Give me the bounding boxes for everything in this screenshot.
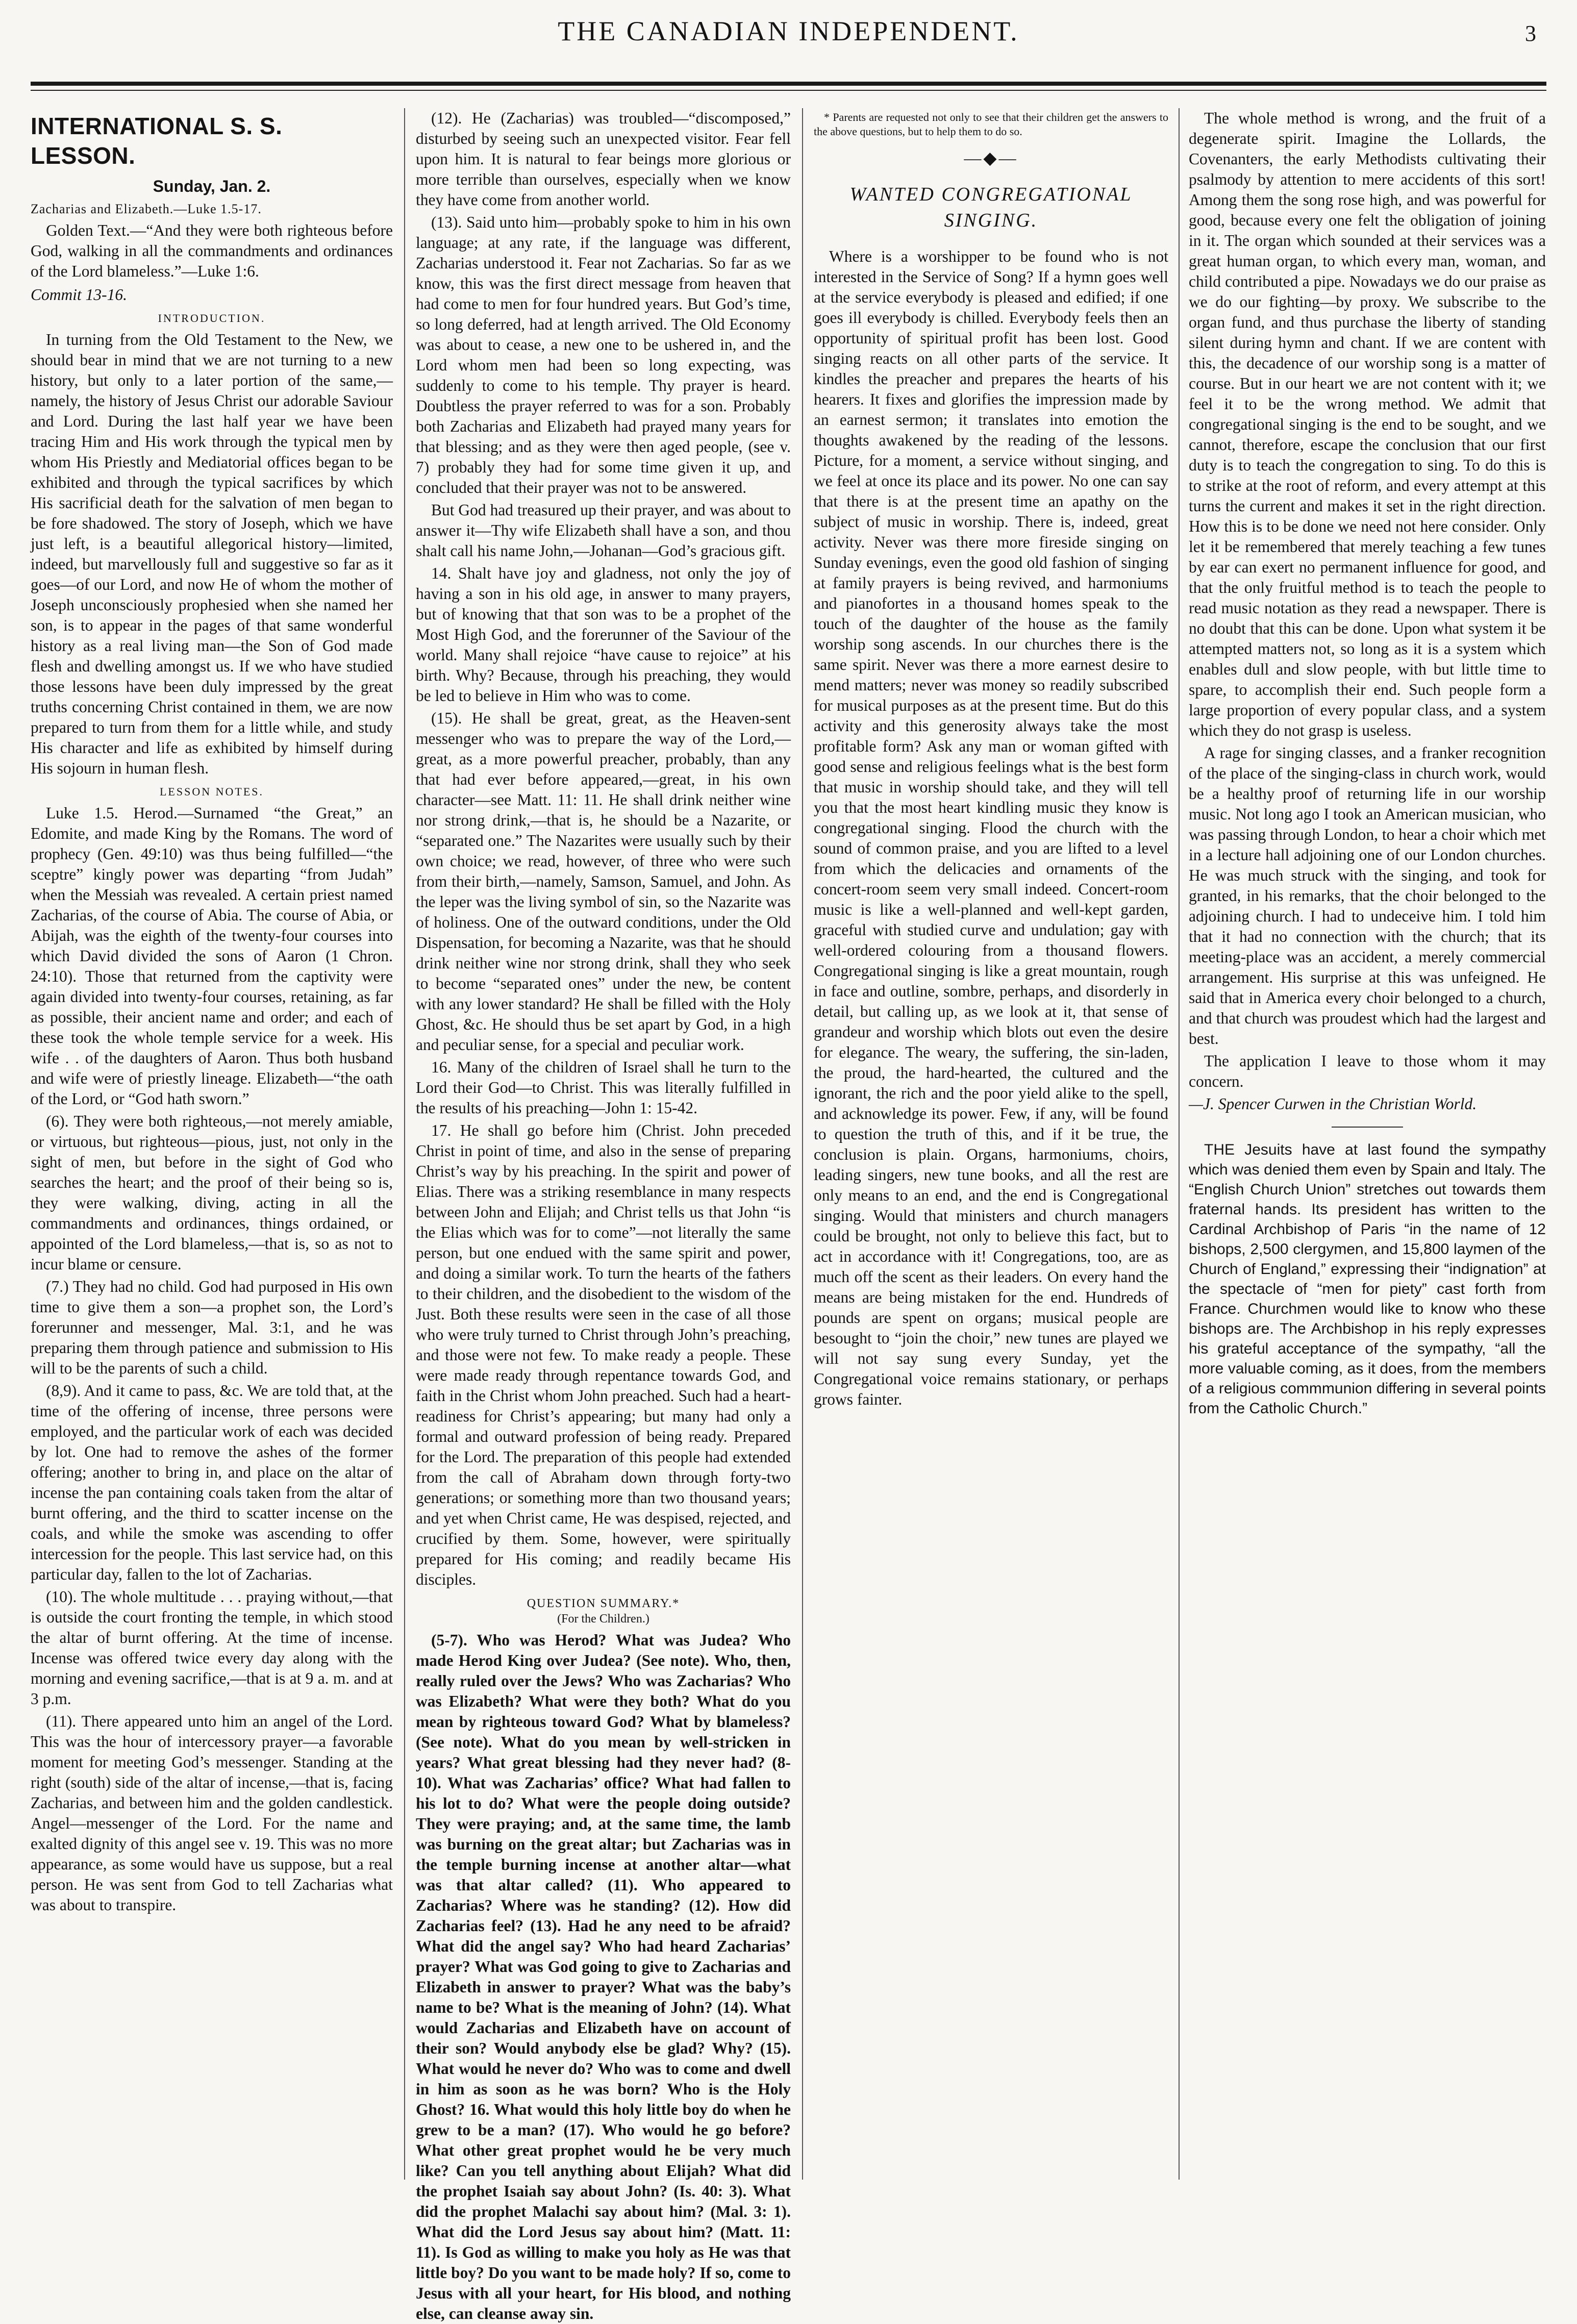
masthead <box>31 15 1546 77</box>
commit-verses: Commit 13-16. <box>31 286 127 304</box>
column-divider <box>404 108 405 2180</box>
introduction-heading: INTRODUCTION. <box>158 312 266 325</box>
question-summary-text: (5-7). Who was Herod? What was Judea? Who made Herod King over Judea? (See note). Who, then, really ruled over the Jews? Who was Zacharias? Who was Elizabeth? What were they both? What do you mean by righteous toward God? What by blameless? (See note). What do you mean by well-stricken in years? What great blessing had they never had? (8-10). What was Zacharias’ office? What had fallen to his lot to do? What were the people doing outside? They were praying; and, at the same time, the lamb was burning on the great altar; but Zacharias was in the temple burning incense at another altar—what was that altar called? (11). Who appeared to Zacharias? Where was he standing? (12). How did Zacharias feel? (13). Had he any need to be afraid? What did the angel say? Who had heard Zacharias’ prayer? What was God going to give to Zacharias and Elizabeth in answer to prayer? What was the baby’s name to be? What is the meaning of John? (14). What would Zacharias and Elizabeth have on account of their son? Would anybody else be glad? Why? (15). What would he never do? Who was to come and dwell in him as soon as he was born? Who is the Holy Ghost? 16. What would this holy little boy do when he grew to be a man? (17). Who would he go before? What other great prophet would he be very much like? Can you tell anything about Elijah? What did the prophet Isaiah say about John? (Is. 40: 3). What did the prophet Malachi say about him? (Mal. 3: 1). What did the Lord Jesus say about him? (Matt. 11: 11). Is God as willing to make you holy as He was that little boy? Do you want to be made holy? If so, come to Jesus with all your heart, for His blood, and nothing else, can cleanse away sin. <box>416 1631 791 2322</box>
section-ornament: —◆— <box>964 149 1018 168</box>
article-signature: —J. Spencer Curwen in the Christian World. <box>1189 1095 1477 1113</box>
lesson-note: (6). They were both righteous,—not merely amiable, or virtuous, but righteous—pious, just, not only in the sight of men, but before in the sight of God who searches the heart; and the proof of their being so is, they were walking, diving, acting in all the commandments and ordinances, things ordained, or appointed of the Lord blameless,—that is, so as not to incur blame or censure. <box>31 1112 393 1273</box>
article-title: WANTED CONGREGATIONAL SINGING. <box>849 184 1133 232</box>
page-number: 3 <box>1525 21 1536 46</box>
newspaper-title: THE CANADIAN INDEPENDENT. <box>558 16 1019 46</box>
article-paragraph: A rage for singing classes, and a franker recognition of the place of the singing-class in church work, would be a healthy proof of returning life in our worship music. Not long ago I took an American musician, who was passing through London, to hear a choir which met in a lecture hall adjoining one of our London churches. He was much struck with the singing, and took for granted, in his remarks, that the choir belonged to the adjoining church. I had to undeceive him. I told him that it had no connection with the church; that its meeting-place was an accident, a merely commercial arrangement. His surprise at this was unfeigned. He said that in America every choir belonged to a church, and that church was proudest which had the largest and best. <box>1189 744 1546 1047</box>
parents-footnote: * Parents are requested not only to see that their children get the answers to the above questions, but to help them to do so. <box>814 111 1168 138</box>
lesson-note: 16. Many of the children of Israel shall he turn to the Lord their God—to Christ. This was literally fulfilled in the results of his preaching—John 1: 15-42. <box>416 1058 791 1117</box>
lesson-heading: INTERNATIONAL S. S. LESSON. <box>31 113 283 169</box>
lesson-note: (7.) They had no child. God had purposed in His own time to give them a son—a prophet son, the Lord’s forerunner and messenger, Mal. 3:1, and he was preparing them through patience and submission to His will to be the parents of such a child. <box>31 1278 393 1378</box>
lesson-note: (8,9). And it came to pass, &c. We are told that, at the time of the offering of incense, three persons were employed, and the particular work of each was decided by lot. One had to remove the ashes of the former offering; another to bring in, and place on the altar of incense the pan containing coals taken from the altar of burnt offering, and the third to scatter incense on the coals, and while the smoke was ascending to offer intercession for the people. This last service had, on this particular day, fallen to the lot of Zacharias. <box>31 1382 393 1584</box>
column-3 <box>814 108 1168 2180</box>
lesson-note: (10). The whole multitude . . . praying without,—that is outside the court fronting the temple, in which stood the altar of burnt offering. At the time of incense. Incense was offered twice every day along with the morning and evening sacrifice,—that is at 9 a. m. and at 3 p.m. <box>31 1588 393 1708</box>
column-divider <box>802 108 803 2180</box>
masthead-rule-thin <box>31 90 1546 91</box>
column-1 <box>31 108 393 2180</box>
article-paragraph: Where is a worshipper to be found who is not interested in the Service of Song? If a hymn goes well at the service everybody is pleased and edified; if one goes ill everybody is chilled. Everybody feels then an opportunity of spiritual profit has been lost. Good singing reacts on all other parts of the service. It kindles the preacher and prepares the hearts of his hearers. It fixes and glorifies the impression made by an earnest sermon; it translates into emotion the thoughts awakened by the reading of the lessons. Picture, for a moment, a service without singing, and we feel at once its place and its power. No one can say that there is at the present time an apathy on the subject of music in worship. There is, indeed, great activity. Never was there more fireside singing on Sunday evenings, even the good old fashion of singing at family prayers is being revived, and harmoniums and pianofortes in a thousand homes speak to the touch of the daughter of the house as the family worship song ascends. In our churches there is the same spirit. Never was there a more earnest desire to mend matters; never was money so readily subscribed for musical purposes as at the present time. But do this activity and this generosity always take the most profitable form? Ask any man or woman gifted with good sense and religious feelings what is the best form that music in worship should take, and they will tell you that the most heart kindling music they know is congregational singing. Flood the church with the sound of common praise, and you are lifted to a level from which the delicacies and ornaments of the concert-room seem very small indeed. Concert-room music is like a well-planned and well-kept garden, graceful with studied curve and undulation; gay with well-ordered colouring from a thousand flowers. Congregational singing is like a great mountain, rough in face and outline, sombre, perhaps, and disorderly in detail, but calling up, as we look at it, that sense of grandeur and worship which blots out even the desire for elegance. The weary, the suffering, the sin-laden, the proud, the hard-hearted, the cultured and the ignorant, the rich and the poor yield alike to the spell, and acknowledge its power. Few, if any, will be found to question the truth of this, and if it be true, the conclusion is plain. Organs, harmoniums, choirs, leading singers, new tune books, and all the rest are only means to an end, and the end is Congregational singing. Would that ministers and church managers could be brought, not only to believe this fact, but to act in accordance with it! Congregations, too, are as much off the scent as their leaders. On every hand the means are being mistaken for the end. Hundreds of pounds are spent on organs; musical people are besought to “join the choir,” new tunes are played we will not say sung every Sunday, yet the Congregational voice remains stationary, or perhaps grows fainter. <box>814 247 1168 1408</box>
question-summary-subheading: (For the Children.) <box>557 1612 649 1626</box>
news-item-jesuits: THE Jesuits have at last found the sympathy which was denied them even by Spain and Italy. The “English Church Union” stretches out towards them fraternal hands. Its president has written to the Cardinal Archbishop of Paris “in the name of 12 bishops, 2,500 clergymen, and 15,800 laymen of the Church of England,” expressing their “indignation” at the spectacle of “men for piety” cast forth from France. Churchmen would like to know who these bishops are. The Archbishop in his reply expresses his grateful acceptance of the sympathy, “all the more valuable coming, as it does, from the members of a religious commmunion differing in several points from the Catholic Church.” <box>1189 1141 1546 1417</box>
lesson-note: (15). He shall be great, great, as the Heaven-sent messenger who was to prepare the way of the Lord,—great, as a more powerful preacher, probably, than any that had ever before appeared,—great, in his own character—see Matt. 11: 11. He shall drink neither wine nor strong drink,—that is, he should be a Nazarite, or “separated one.” The Nazarites were usually such by their own choice; we read, however, of three who were such from their birth,—namely, Samson, Samuel, and John. As the leper was the living symbol of sin, so the Nazarite was of holiness. One of the outward conditions, under the Old Dispensation, for becoming a Nazarite, was that he should drink neither wine nor strong drink, shall they who seek to become “separated ones” under the new, be content with any lower standard? He shall be filled with the Holy Ghost, &c. He should thus be set apart by God, in a high and peculiar sense, for a special and peculiar work. <box>416 709 791 1054</box>
lesson-note: (13). Said unto him—probably spoke to him in his own language; at any rate, if the language was different, Zacharias understood it. Fear not Zacharias. So far as we know, this was the first direct message from heaven that had come to men for four hundred years. But God’s time, so long deferred, had at length arrived. The Old Economy was about to cease, a new one to be ushered in, and the Lord whom men had been so long expecting, was suddenly to come to his temple. Thy prayer is heard. Doubtless the prayer referred to was for a son. Probably both Zacharias and Elizabeth had prayed many years for that blessing; and as they were then aged people, (see v. 7) probably they had for some time given it up, and concluded that their prayer was not to be answered. <box>416 213 791 496</box>
lesson-date: Sunday, Jan. 2. <box>153 177 271 195</box>
lesson-note: But God had treasured up their prayer, and was about to answer it—Thy wife Elizabeth shall have a son, and thou shalt call his name John,—Johanan—God’s gracious gift. <box>416 501 791 560</box>
article-paragraph: The application I leave to those whom it may concern. <box>1189 1052 1546 1090</box>
column-divider <box>1179 108 1180 2180</box>
section-separator <box>1332 1127 1403 1128</box>
introduction-text: In turning from the Old Testament to the New, we should bear in mind that we are not turning to a new history, but only to a later portion of the same,—namely, the history of Jesus Christ our adorable Saviour and Lord. During the last half year we have been tracing Him and His work through the typical men by whom His Priestly and Mediatorial offices began to be exhibited and through the typical sacrifices by which His sacrificial death for the salvation of men began to be fore shadowed. The story of Joseph, which we have just left, is a beautiful allegorical history—limited, indeed, but marvellously full and suggestive so far as it goes—of our Lord, and now He of whom the mother of Joseph unconsciously prophesied when she named her son, is to appear in the pages of that same wonderful history as a real living man—the Son of God made flesh and dwelling amongst us. If we who have studied those lessons have been duly impressed by the great truths concerning Christ contained in them, we are now prepared to turn from them for a little while, and study His character and life as exhibited by himself during His sojourn in human flesh. <box>31 331 393 778</box>
lesson-note: (12). He (Zacharias) was troubled—“discomposed,” disturbed by seeing such an unexpected visitor. Fear fell upon him. It is natural to fear beings more glorious or more terrible than ourselves, especially when we know they have come from another world. <box>416 109 791 209</box>
column-4 <box>1189 108 1546 2180</box>
article-paragraph: The whole method is wrong, and the fruit of a degenerate spirit. Imagine the Lollards, the Covenanters, the early Methodists cultivating their psalmody by attention to mere accidents of this sort! Among them the song rose high, and was powerful for good, because every one felt the obligation of joining in it. The organ which sounded at their services was a great human organ, to which every man, woman, and child contributed a pipe. Nowadays we do our praise as we do our fighting—by proxy. We subscribe to the organ fund, and thus purchase the liberty of standing silent during hymn and chant. If we are content with this, the decadence of our worship song is a matter of course. But in our heart we are not content with it; we feel it to be the wrong method. We admit that congregational singing is the end to be sought, and we cannot, therefore, escape the conclusion that our first duty is to teach the congregation to sing. To do this is to strike at the root of reform, and every attempt at this turns the current and makes it set in the right direction. How this is to be done we need not here consider. Only let it be remembered that merely teaching a few tunes by ear can exert no permanent influence for good, and that the only fruitful method is to teach the people to read music notation as they read a newspaper. There is no doubt that this can be done. Upon what system it be attempted matters not, so long as it is a system which enables dull and slow people, with but little time to spare, to accomplish their end. Such people form a large proportion of every popular class, and a system which they do not grasp is useless. <box>1189 109 1546 739</box>
lesson-note: (11). There appeared unto him an angel of the Lord. This was the hour of intercessory prayer—a favorable moment for meeting God’s messenger. Standing at the right (south) side of the altar of incense,—that is, facing Zacharias, and between him and the golden candlestick. Angel—messenger of the Lord. For the name and exalted dignity of this angel see v. 19. This was no more appearance, as some would have us suppose, but a real person. He was sent from God to tell Zacharias what was about to transpire. <box>31 1712 393 1914</box>
column-2 <box>416 108 791 2322</box>
lesson-notes-heading: LESSON NOTES. <box>159 785 264 798</box>
lesson-note: 14. Shalt have joy and gladness, not only the joy of having a son in his old age, in answer to many prayers, but of knowing that that son was to be a prophet of the Most High God, and the forerunner of the Saviour of the world. Many shall rejoice “have cause to rejoice” at his birth. Why? Because, through his preaching, they would be led to believe in Him who was to come. <box>416 564 791 705</box>
lesson-reference: Zacharias and Elizabeth.—Luke 1.5-17. <box>31 202 262 217</box>
golden-text: Golden Text.—“And they were both righteous before God, walking in all the commandments and ordinances of the Lord blameless.”—Luke 1:6. <box>31 221 393 281</box>
lesson-note: Luke 1.5. Herod.—Surnamed “the Great,” an Edomite, and made King by the Romans. The word of prophecy (Gen. 49:10) was thus being fulfilled—“the sceptre” kingly power was departing “from Judah” when the Messiah was revealed. A certain priest named Zacharias, of the course of Abia. The course of Abia, or Abijah, was the eighth of the twenty-four courses into which David divided the sons of Aaron (1 Chron. 24:10). Those that returned from the captivity were again divided into twenty-four courses, retaining, as far as possible, their ancient name and order; and each of these took the whole temple service for a week. His wife . . of the daughters of Aaron. Thus both husband and wife were of priestly lineage. Elizabeth—“the oath of the Lord, or “God hath sworn.” <box>31 804 393 1108</box>
masthead-rule <box>31 82 1546 86</box>
lesson-note: 17. He shall go before him (Christ. John preceded Christ in point of time, and also in the sense of preparing Christ’s way by his preaching. In the spirit and power of Elias. There was a striking resemblance in many respects between John and Elijah; and Christ tells us that John “is the Elias which was for to come”—not literally the same person, but one endued with the same spirit and power, and doing a similar work. To turn the hearts of the fathers to their children, and the disobedient to the wisdom of the Just. Both these results were seen in the case of all those who were truly turned to Christ through John’s preaching, and those were not few. To make ready a people. These were made ready through repentance towards God, and faith in the Christ whom John preached. Such had a heart-readiness for Christ’s appearing; but many had only a formal and outward profession of being ready. Prepared for the Lord. The preparation of this people had extended from the call of Abraham down through forty-two generations; or something more than two thousand years; and yet when Christ came, He was despised, rejected, and crucified by them. Some, however, were spiritually prepared for His coming; and readily became His disciples. <box>416 1121 791 1588</box>
question-summary-heading: QUESTION SUMMARY.* <box>527 1597 680 1610</box>
